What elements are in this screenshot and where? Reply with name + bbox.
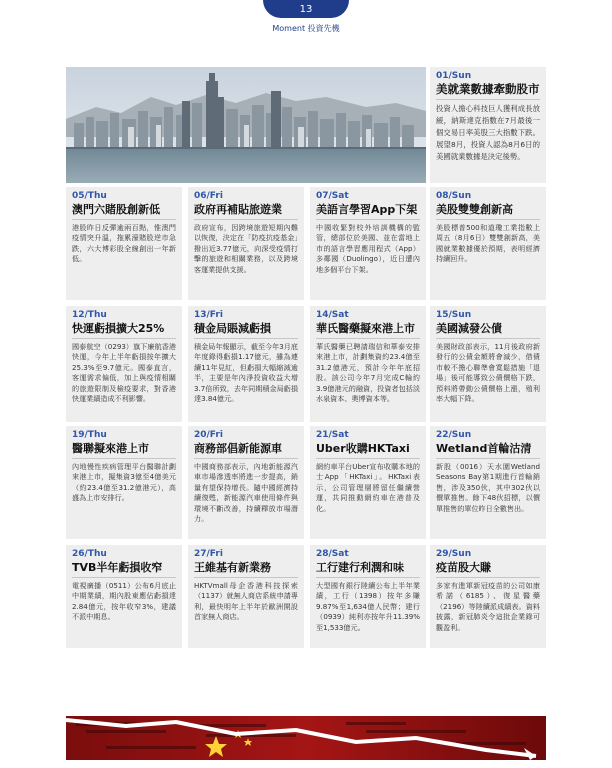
card-date: 06/Fri [194, 191, 223, 201]
card-body: 新股（0016）天水圍Wetland Seasons Bay第1期進行首輪銷售，涉及350伙，其中302伙以價單推售。餘下48伙招標，以價單推售的單位昨日全數售出。 [436, 462, 540, 513]
news-card [66, 545, 182, 648]
news-card [310, 545, 426, 648]
card-title: 美國減發公債 [436, 321, 540, 339]
card-title: 美就業數據牽動股市 [436, 82, 540, 100]
card-body: 網約車平台Uber宣布收購本地的士App「HKTaxi」。HKTaxi表示，公司管理層將留任繼續營運，共同推動網約車在港普及化。 [316, 462, 420, 513]
card-title: Wetland首輪沽清 [436, 441, 540, 459]
card-date: 14/Sat [316, 310, 349, 320]
card-title: 快運虧損擴大25% [72, 321, 176, 339]
card-body: 內地慢性疾病管理平台醫聯計劃來港上市，擬集資3億至4億美元（約23.4億至31.2億港元），高盛為上市安排行。 [72, 462, 176, 503]
card-title: 商務部倡新能源車 [194, 441, 298, 459]
news-card [188, 187, 304, 300]
news-card [310, 306, 426, 422]
news-card [66, 187, 182, 300]
news-card [188, 545, 304, 648]
card-title: 美語言學習App下架 [316, 202, 420, 220]
card-body: 美股標普500和道瓊工業指數上周五（8月6日）雙雙創新高，美國就業數據優於預期，表明經濟持續回升。 [436, 223, 540, 264]
news-card [430, 545, 546, 648]
card-title: 澳門六賭股創新低 [72, 202, 176, 220]
card-date: 29/Sun [436, 549, 472, 559]
card-body: 投資人擔心科技巨人獲利成長放緩，納斯達克指數在7月最後一個交易日率美股三大指數下跌。展望8月，投資人認為8月6日的美國就業數據是決定後勢。 [436, 104, 540, 161]
card-date: 27/Fri [194, 549, 223, 559]
card-title: 醫聯擬來港上市 [72, 441, 176, 459]
card-title: 美股雙雙創新高 [436, 202, 540, 220]
news-card [430, 426, 546, 539]
card-title: 王維基有新業務 [194, 560, 298, 578]
page-number: 13 [299, 3, 313, 15]
card-title: Uber收購HKTaxi [316, 441, 420, 459]
card-body: 國泰航空（0293）旗下廉航香港快運，今年上半年虧損按年擴大25.3%至9.7億元。國泰直言，客運需求偏低，加上與疫情相關的旅遊限制及檢疫要求，對香港快運業績造成不利影響。 [72, 342, 176, 404]
news-card [310, 426, 426, 539]
card-body: 港股昨日反彈逾兩百點，惟澳門疫情突升溫，拖累濠賭股逆市急跌，六大博彩股全線創出一年新低。 [72, 223, 176, 264]
news-card [188, 306, 304, 422]
page-header [0, 0, 612, 40]
card-date: 28/Sat [316, 549, 349, 559]
card-date: 08/Sun [436, 191, 472, 201]
news-card [430, 306, 546, 422]
card-date: 19/Thu [72, 430, 107, 440]
card-date: 20/Fri [194, 430, 223, 440]
card-body: 多家有進軍新冠疫苗的公司如康希諾（6185）、復星醫藥（2196）等陸續派成績表。資料披露，新冠肺炎令這批企業錄可觀盈利。 [436, 581, 540, 632]
news-card-featured [430, 67, 546, 183]
news-card [430, 187, 546, 300]
card-date: 26/Thu [72, 549, 107, 559]
page-number-tab [263, 0, 349, 18]
card-body: 中國商務部表示，內地新能源汽車市場滲透率將進一步提高，銷量有望保持增長。隨中國經濟持續復甦，新能源汽車使用條件與環境不斷改善，持續釋放市場潛力。 [194, 462, 298, 524]
card-body: 大型國有銀行陸續公布上半年業績，工行（1398）按年多賺9.87%至1,634億人民幣；建行（0939）純利亦按年升11.39%至1,533億元。 [316, 581, 420, 632]
card-title: 工行建行利潤和味 [316, 560, 420, 578]
hong-kong-skyline-photo [66, 67, 426, 183]
card-date: 05/Thu [72, 191, 107, 201]
card-date: 07/Sat [316, 191, 349, 201]
news-card [310, 187, 426, 300]
news-card [66, 426, 182, 539]
card-body: 美國財政部表示，11月後政府新發行的公債金額將會減少，借債市較不擔心聯準會寬鬆措施「退場」後可能導致公債價格下跌，預料將帶動公債價格上漲，殖利率大幅下降。 [436, 342, 540, 404]
card-body: 中國收緊對校外培訓機構的監管，總部位於美國、並在當地上市的語言學習應用程式（App）多鄰國（Duolingo），近日遭內地多個平台下架。 [316, 223, 420, 274]
card-body: HKTVmall母企香港科技探索（1137）就無人商店系統申請專利，最快明年上半年於歐洲開設首家無人商店。 [194, 581, 298, 622]
card-title: TVB半年虧損收窄 [72, 560, 176, 578]
card-date: 15/Sun [436, 310, 472, 320]
card-title: 政府再補貼旅遊業 [194, 202, 298, 220]
card-date: 01/Sun [436, 71, 472, 81]
section-label: Moment 投資先機 [272, 24, 340, 33]
card-body: 華氏醫藥已聘請瑞信和華泰安排來港上市，計劃集資約23.4億至31.2億港元，預計今年年底招股。該公司今年7月完成C輪約3.9億港元的融資，投資者包括淡水泉資本、奧博資本等。 [316, 342, 420, 404]
card-date: 13/Fri [194, 310, 223, 320]
card-date: 21/Sat [316, 430, 349, 440]
card-body: 電視廣播（0511）公布6月底止中期業績，期內股東應佔虧損達2.84億元，按年收窄3%，建議不派中期息。 [72, 581, 176, 622]
news-card [188, 426, 304, 539]
news-card [66, 306, 182, 422]
card-title: 積金局賬減虧損 [194, 321, 298, 339]
card-body: 積金局年報顯示，截至今年3月底年度錄得虧損1.17億元，雖為連續11年見紅，但虧損大幅縮減逾半，主要是年內淨投資收益大增3.7倍所致，去年同期積金局虧損達3.84億元。 [194, 342, 298, 404]
card-body: 政府宣布，因跨境旅遊短期內難以恢復，決定在「防疫抗疫基金」撥出近3.77億元，向深受疫情打擊的旅遊和相關業務，以及跨境客運業提供支援。 [194, 223, 298, 274]
card-date: 22/Sun [436, 430, 472, 440]
card-title: 華氏醫藥擬來港上市 [316, 321, 420, 339]
card-title: 疫苗股大賺 [436, 560, 540, 578]
card-date: 12/Thu [72, 310, 107, 320]
market-decline-photo [66, 716, 546, 760]
